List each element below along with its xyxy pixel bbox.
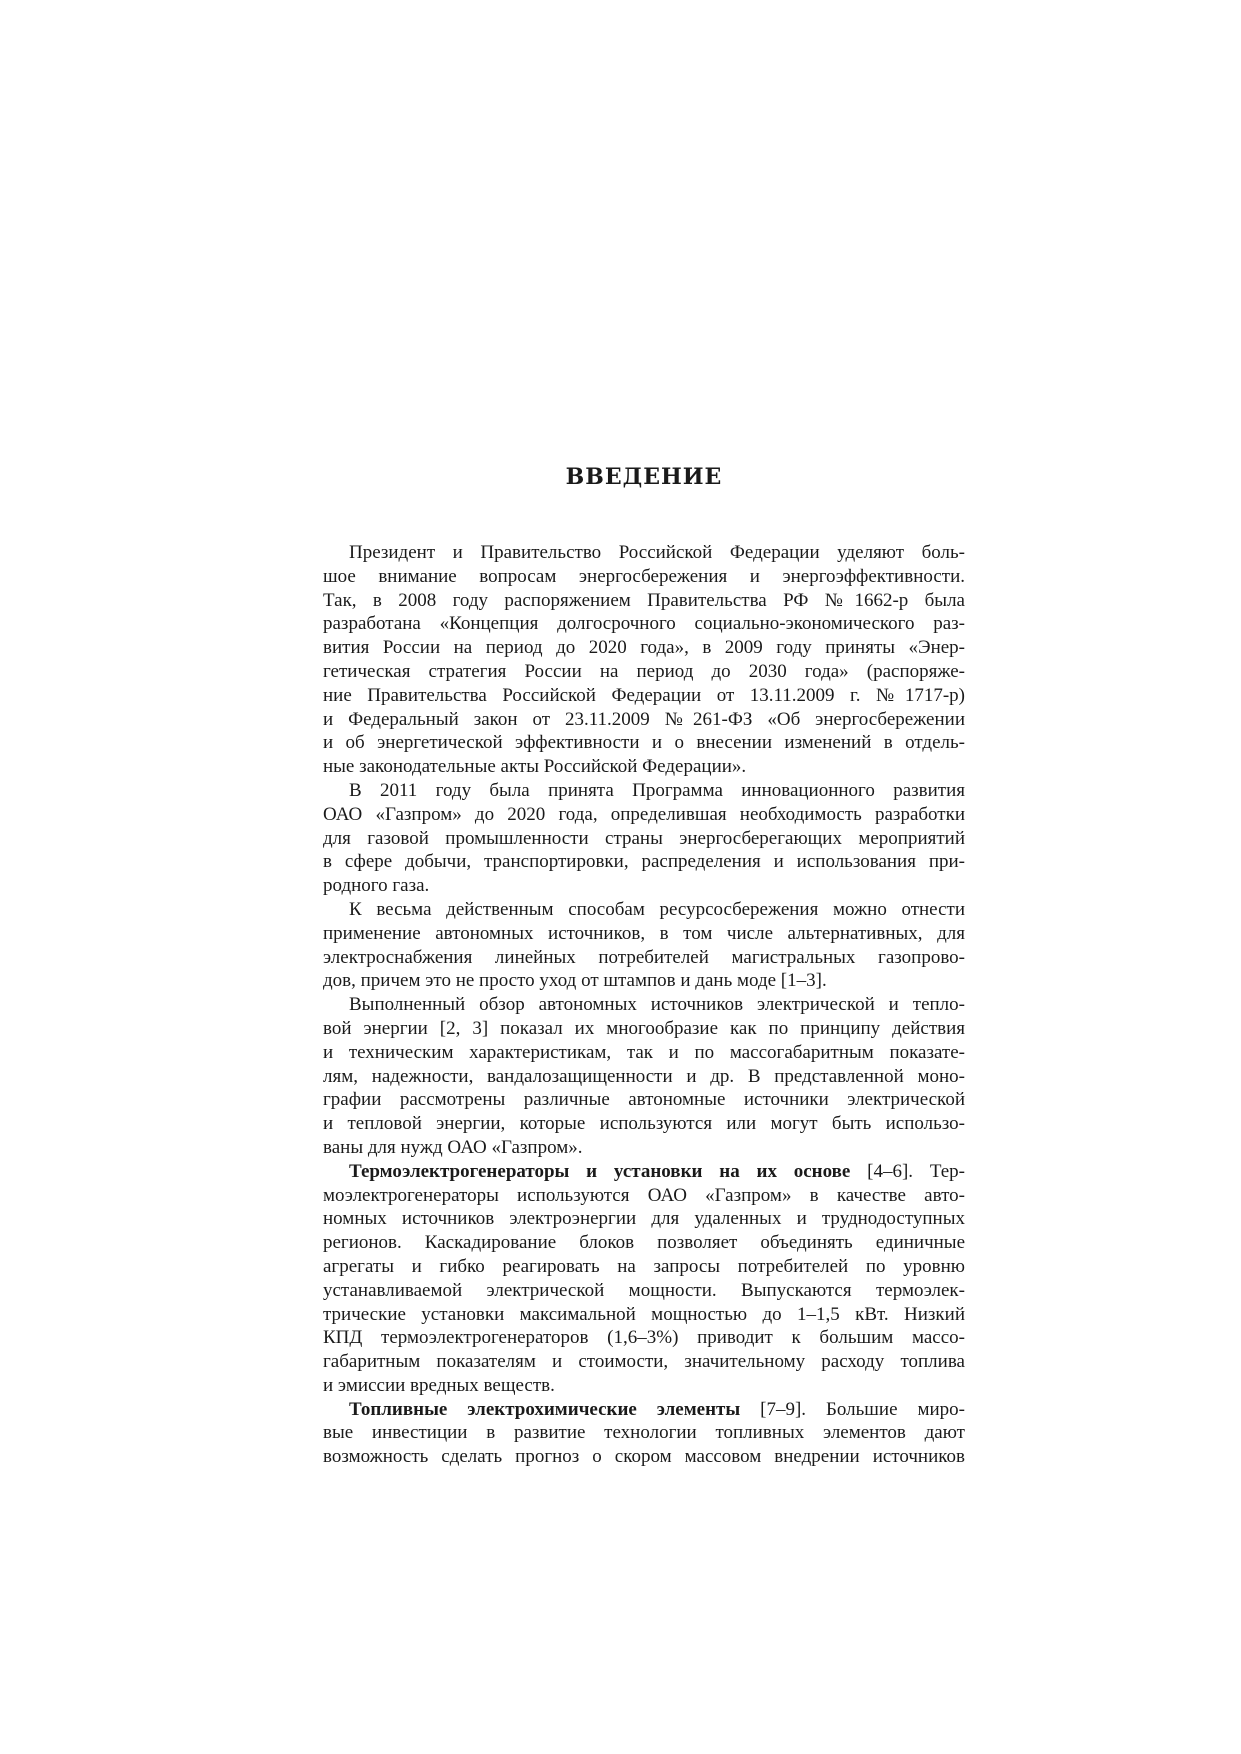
paragraph-line: и эмиссии вредных веществ. (323, 1374, 555, 1396)
paragraph-line: дов, причем это не просто уход от штампов и дань моде [1–3]. (323, 970, 827, 992)
paragraph (323, 541, 965, 779)
paragraph-line: электроснабжения линейных потребителей магистральных газопрово- (323, 946, 965, 968)
paragraph-line: трические установки максимальной мощностью до 1–1,5 кВт. Низкий (323, 1303, 965, 1325)
paragraph-line: и техническим характеристикам, так и по массогабаритным показате- (323, 1041, 965, 1063)
paragraph-line: устанавливаемой электрической мощности. Выпускаются термоэлек- (323, 1279, 965, 1301)
paragraph-line: вой энергии [2, 3] показал их многообразие как по принципу действия (323, 1017, 965, 1039)
paragraph-line: Президент и Правительство Российской Федерации уделяют боль- (349, 542, 965, 563)
paragraph (323, 993, 965, 1160)
paragraph-line: КПД термоэлектрогенераторов (1,6–3%) приводит к большим массо- (323, 1327, 965, 1349)
paragraph-line: в сфере добычи, транспортировки, распределения и использования при- (323, 851, 965, 873)
paragraph-line: Выполненный обзор автономных источников электрической и тепло- (349, 994, 965, 1016)
paragraph (323, 1398, 965, 1469)
paragraph-line: возможность сделать прогноз о скором массовом внедрении источников (323, 1446, 965, 1468)
paragraph-line (323, 1398, 965, 1422)
paragraph-line: номных источников электроэнергии для удаленных и труднодоступных (323, 1208, 965, 1230)
paragraph-line: В 2011 году была принята Программа инновационного развития (349, 779, 965, 801)
paragraph-line: агрегаты и гибко реагировать на запросы потребителей по уровню (323, 1255, 965, 1277)
paragraph-line: гетическая стратегия России на период до 2030 года» (распоряже- (323, 660, 965, 682)
paragraph-line: К весьма действенным способам ресурсосбережения можно отнести (349, 898, 965, 920)
paragraph-line: ние Правительства Российской Федерации от 13.11.2009 г. №1717-р) (323, 684, 965, 706)
paragraph-line: шое внимание вопросам энергосбережения и энергоэффективности. (323, 565, 965, 587)
paragraph-line: родного газа. (323, 875, 430, 897)
paragraph-line: лям, надежности, вандалозащищенности и др. В представленной моно- (323, 1065, 965, 1087)
paragraph-line (323, 1160, 965, 1184)
paragraph-bold-lead: Топливные электрохимические элементы (349, 1398, 741, 1420)
paragraph-line: регионов. Каскадирование блоков позволяет объединять единичные (323, 1232, 965, 1254)
body-text (323, 541, 965, 1469)
paragraph-lead-rest: [7–9]. Большие миро- (740, 1398, 965, 1420)
paragraph-line: и Федеральный закон от 23.11.2009 №261-ФЗ «Об энергосбережении (323, 708, 965, 730)
paragraph-line: вития России на период до 2020 года», в 2009 году приняты «Энер- (323, 637, 965, 659)
paragraph-line: для газовой промышленности страны энергосберегающих мероприятий (323, 827, 965, 849)
page (323, 440, 965, 1469)
paragraph-line: графии рассмотрены различные автономные источники электрической (323, 1089, 965, 1111)
paragraph-line: вые инвестиции в развитие технологии топливных элементов дают (323, 1422, 965, 1444)
paragraph-line: ваны для нужд ОАО «Газпром». (323, 1136, 583, 1158)
paragraph (323, 779, 965, 898)
paragraph-line: моэлектрогенераторы используются ОАО «Газпром» в качестве авто- (323, 1184, 965, 1206)
paragraph-line: разработана «Концепция долгосрочного социально-экономического раз- (323, 613, 965, 635)
paragraph-line: и об энергетической эффективности и о внесении изменений в отдель- (323, 732, 965, 754)
paragraph-bold-lead: Термоэлектрогенераторы и установки на их основе (349, 1160, 851, 1182)
chapter-heading: ВВЕДЕНИЕ (565, 464, 723, 490)
paragraph-line: и тепловой энергии, которые используются или могут быть использо- (323, 1113, 965, 1135)
paragraph-lead-rest: [4–6]. Тер- (850, 1160, 965, 1182)
paragraph-line: габаритным показателям и стоимости, значительному расходу топлива (323, 1351, 965, 1373)
paragraph-line: ОАО «Газпром» до 2020 года, определившая необходимость разработки (323, 803, 965, 825)
paragraph-line: Так, в 2008 году распоряжением Правительства РФ №1662-р была (323, 589, 965, 611)
paragraph (323, 1160, 965, 1398)
paragraph-line: применение автономных источников, в том числе альтернативных, для (323, 922, 965, 944)
paragraph-line: ные законодательные акты Российской Федерации». (323, 756, 747, 778)
paragraph (323, 898, 965, 993)
